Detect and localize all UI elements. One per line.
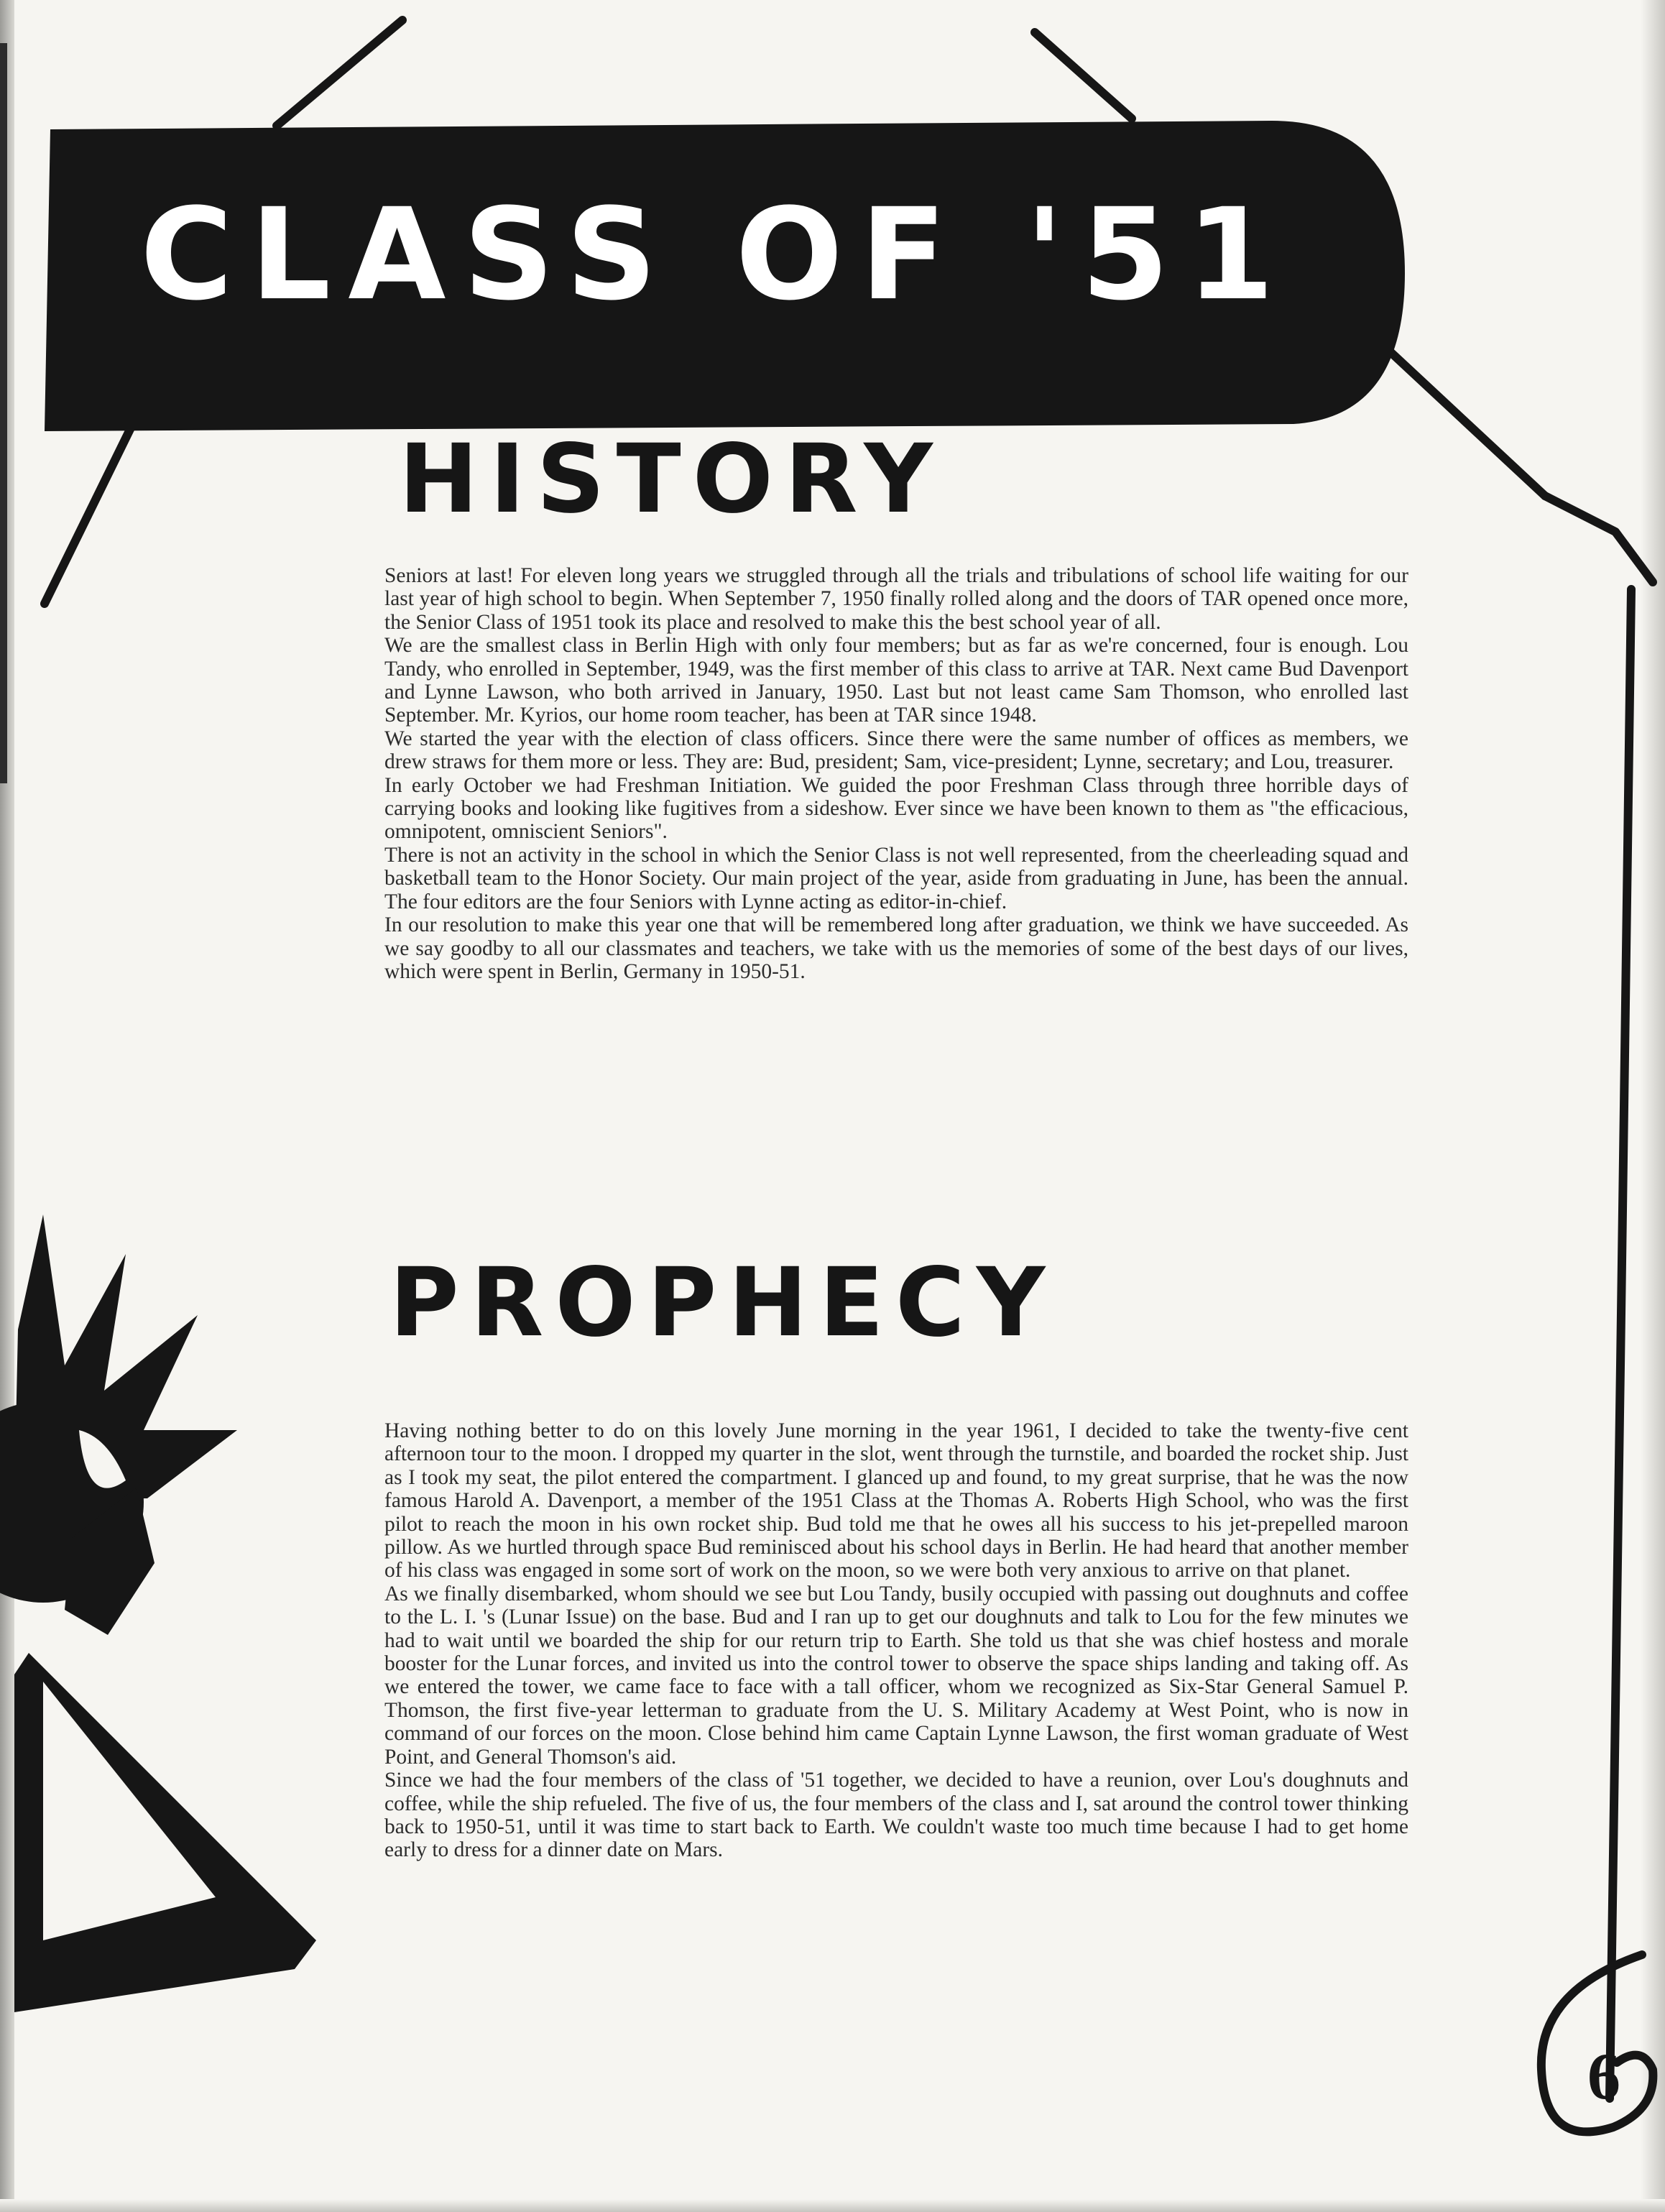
scroll-outline: [1541, 496, 1654, 2132]
history-paragraph: There is not an activity in the school in which the Senior Class is not well represented, from the cheerleading squad and basketball team to the Honor Society. Our main project of the year, aside from graduating in June, has been the annual. The four editors are the four Seniors with Lynne acting as editor-in-chief.: [384, 843, 1408, 913]
history-body: [384, 564, 1408, 983]
history-paragraph: In our resolution to make this year one that will be remembered long after graduation, we think we have succeeded. As we say goodby to all our classmates and teachers, we take with us the memories of some of the best days of our lives, which were spent in Berlin, Germany in 1950-51.: [384, 913, 1408, 983]
prophecy-heading: PROPHECY: [389, 1248, 1057, 1358]
page-number: 6: [1587, 2040, 1620, 2113]
history-paragraph: In early October we had Freshman Initiation. We guided the poor Freshman Class through three horrible days of carrying books and looking like fugitives from a sideshow. Ever since we have been known to them as "the efficacious, omnipotent, omniscient Seniors".: [384, 773, 1408, 844]
prophecy-paragraph: Since we had the four members of the class of '51 together, we decided to have a reunion, over Lou's doughnuts and coffee, while the ship refueled. The five of us, the four members of the class and I, sat around the control tower thinking back to 1950-51, until it was time to start back to Earth. We couldn't waste too much time because I had to get home early to dress for a dinner date on Mars.: [384, 1769, 1408, 1862]
history-paragraph: Seniors at last! For eleven long years we struggled through all the trials and tribulations of school life waiting for our last year of high school to begin. When September 7, 1950 finally rolled along and the doors of TAR opened once more, the Senior Class of 1951 took its place and resolved to make this the best school year of all.: [384, 564, 1408, 634]
history-paragraph: We are the smallest class in Berlin High with only four members; but as far as we're concerned, four is enough. Lou Tandy, who enrolled in September, 1949, was the first member of this class to arrive at TAR. Next came Bud Davenport and Lynne Lawson, who both arrived in January, 1950. Last but not least came Sam Thomson, who enrolled last September. Mr. Kyrios, our home room teacher, has been at TAR since 1948.: [384, 634, 1408, 727]
sun-illustration: [0, 1215, 316, 2012]
prophecy-body: [384, 1419, 1408, 1862]
history-paragraph: We started the year with the election of class officers. Since there were the same number of offices as members, we drew straws for them more or less. They are: Bud, president; Sam, vice-president; Lynne, secretary; and Lou, treasurer.: [384, 727, 1408, 774]
prophecy-paragraph: Having nothing better to do on this lovely June morning in the year 1961, I decided to take the twenty-five cent afternoon tour to the moon. I dropped my quarter in the slot, went through the turnstile, and boarded the rocket ship. Just as I took my seat, the pilot entered the compartment. I glanced up and found, to my great surprise, that he was the now famous Harold A. Davenport, a member of the 1951 Class at the Thomas A. Roberts High School, who was the first pilot to reach the moon in his own rocket ship. Bud told me that he owes all his success to his jet-prepelled maroon pillow. As we hurtled through space Bud reminisced about his school days in Berlin. He had heard that another member of his class was engaged in some sort of work on the moon, so we were both very anxious to arrive on that planet.: [384, 1419, 1408, 1582]
history-heading: HISTORY: [399, 424, 944, 535]
prophecy-paragraph: As we finally disembarked, whom should we see but Lou Tandy, busily occupied with passing out doughnuts and coffee to the L. I. 's (Lunar Issue) on the base. Bud and I ran up to get our doughnuts and talk to Lou for the few minutes we had to wait until we boarded the ship for our return trip to Earth. She told us that she was chief hostess and morale booster for the Lunar forces, and invited us into the control tower to observe the space ships landing and taking off. As we entered the tower, we came face to face with a tall officer, whom we recognized as Six-Star General Samuel P. Thomson, the first five-year letterman to graduate from the U. S. Military Academy at West Point, who is now in command of our forces on the moon. Close behind him came Captain Lynne Lawson, the first woman graduate of West Point, and General Thomson's aid.: [384, 1582, 1408, 1769]
banner-title: CLASS OF '51: [140, 181, 1292, 328]
